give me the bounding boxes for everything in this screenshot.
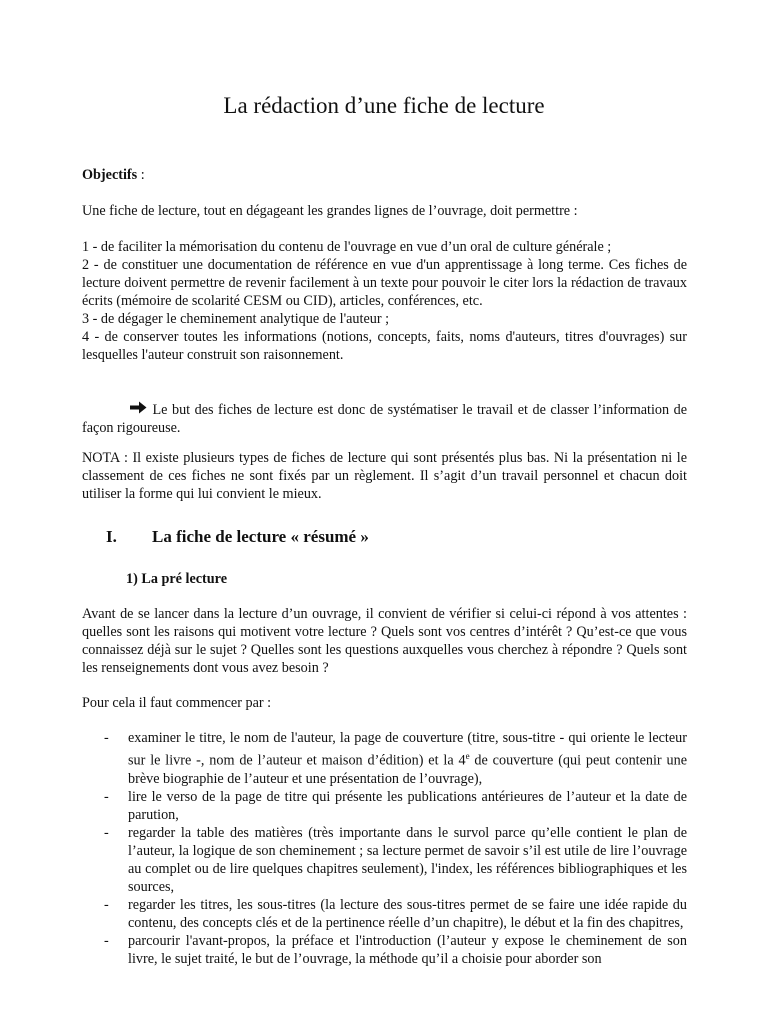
arrow-right-icon xyxy=(130,401,148,419)
list-dash: - xyxy=(104,788,109,805)
section-number: I. xyxy=(106,527,117,546)
arrow-paragraph xyxy=(82,401,687,437)
steps-list xyxy=(82,729,687,968)
list-dash: - xyxy=(104,932,109,949)
list-item-text: regarder la table des matières (très importante dans le survol parce qu’elle contient le plan de l’auteur, la logique de son cheminement ; sa lecture permet de savoir s’il est utile de lire l’ouvrage au complet ou de lire quelques chapitres seulement), l'index, les références bibliographiques et les sources, xyxy=(128,824,687,895)
objective-item: 3 - de dégager le cheminement analytique de l'auteur ; xyxy=(82,311,390,327)
superscript: e xyxy=(465,751,470,761)
subsection-heading: 1) La pré lecture xyxy=(126,571,227,587)
list-dash: - xyxy=(104,896,109,913)
list-item-text: parcourir l'avant-propos, la préface et l'introduction (l’auteur y expose le cheminement de son livre, le sujet traité, le but de l’ouvrage, la méthode qu’il a choisie pour aborder son xyxy=(128,932,687,967)
list-item xyxy=(82,788,687,824)
list-item-text: lire le verso de la page de titre qui présente les publications antérieures de l’auteur et la date de parution, xyxy=(128,788,687,823)
objective-item: 2 - de constituer une documentation de référence en vue d'un apprentissage à long terme. Ces fiches de lecture doivent permettre de revenir facilement à un texte pour pouvoir le citer lors la rédaction de travaux écrits (mémoire de scolarité CESM ou CID), articles, conférences, etc. xyxy=(82,257,687,309)
list-item xyxy=(82,824,687,896)
objectifs-heading xyxy=(82,166,687,184)
objective-item: 1 - de faciliter la mémorisation du contenu de l'ouvrage en vue d’un oral de culture générale ; xyxy=(82,239,612,255)
list-item-text-cont: de couverture (qui peut contenir une brève biographie de l’auteur et une présentation de l’ouvrage), xyxy=(128,752,687,787)
objectifs-suffix: : xyxy=(137,167,145,183)
list-item-text: regarder les titres, les sous-titres (la lecture des sous-titres permet de se faire une idée rapide du contenu, des concepts clés et de la pertinence réelle d’un chapitre), le début et la fin des chapitres, xyxy=(128,896,687,931)
nota-paragraph: NOTA : Il existe plusieurs types de fiches de lecture qui sont présentés plus bas. Ni la présentation ni le classement de ces fiches ne sont fixés par un règlement. Il s’agit d’un travail personnel et chacun doit utiliser la forme qui lui convient le mieux. xyxy=(82,450,687,502)
list-item xyxy=(82,729,687,788)
prelecture-paragraph: Avant de se lancer dans la lecture d’un ouvrage, il convient de vérifier si celui-ci répond à vos attentes : quelles sont les raisons qui motivent votre lecture ? Quels sont vos centres d’intérêt ? Qu’est-ce que vous connaissez déjà sur le sujet ? Quelles sont les questions auxquelles vous cherchez à répondre ? Quels sont les renseignements dont vous avez besoin ? xyxy=(82,606,687,676)
list-dash: - xyxy=(104,824,109,841)
commencer-paragraph: Pour cela il faut commencer par : xyxy=(82,695,272,711)
section-label: La fiche de lecture « résumé » xyxy=(152,527,369,546)
objective-item: 4 - de conserver toutes les informations (notions, concepts, faits, noms d'auteurs, titres d'ouvrages) sur lesquelles l'auteur construit son raisonnement. xyxy=(82,329,687,363)
objectifs-label: Objectifs xyxy=(82,167,138,183)
list-dash: - xyxy=(104,730,109,746)
arrow-paragraph-text: Le but des fiches de lecture est donc de systématiser le travail et de classer l’information de façon rigoureuse. xyxy=(82,402,688,436)
objectives-list xyxy=(82,238,687,364)
list-item-text: examiner le titre, le nom de l'auteur, la page de couverture (titre, sous-titre - qui oriente le lecteur sur le livre -, nom de l’auteur et maison d’édition) et la 4 xyxy=(128,730,687,769)
page-title: La rédaction d’une fiche de lecture xyxy=(223,93,545,118)
list-item xyxy=(82,896,687,932)
intro-paragraph: Une fiche de lecture, tout en dégageant les grandes lignes de l’ouvrage, doit permettre : xyxy=(82,203,578,219)
list-item xyxy=(82,932,687,968)
